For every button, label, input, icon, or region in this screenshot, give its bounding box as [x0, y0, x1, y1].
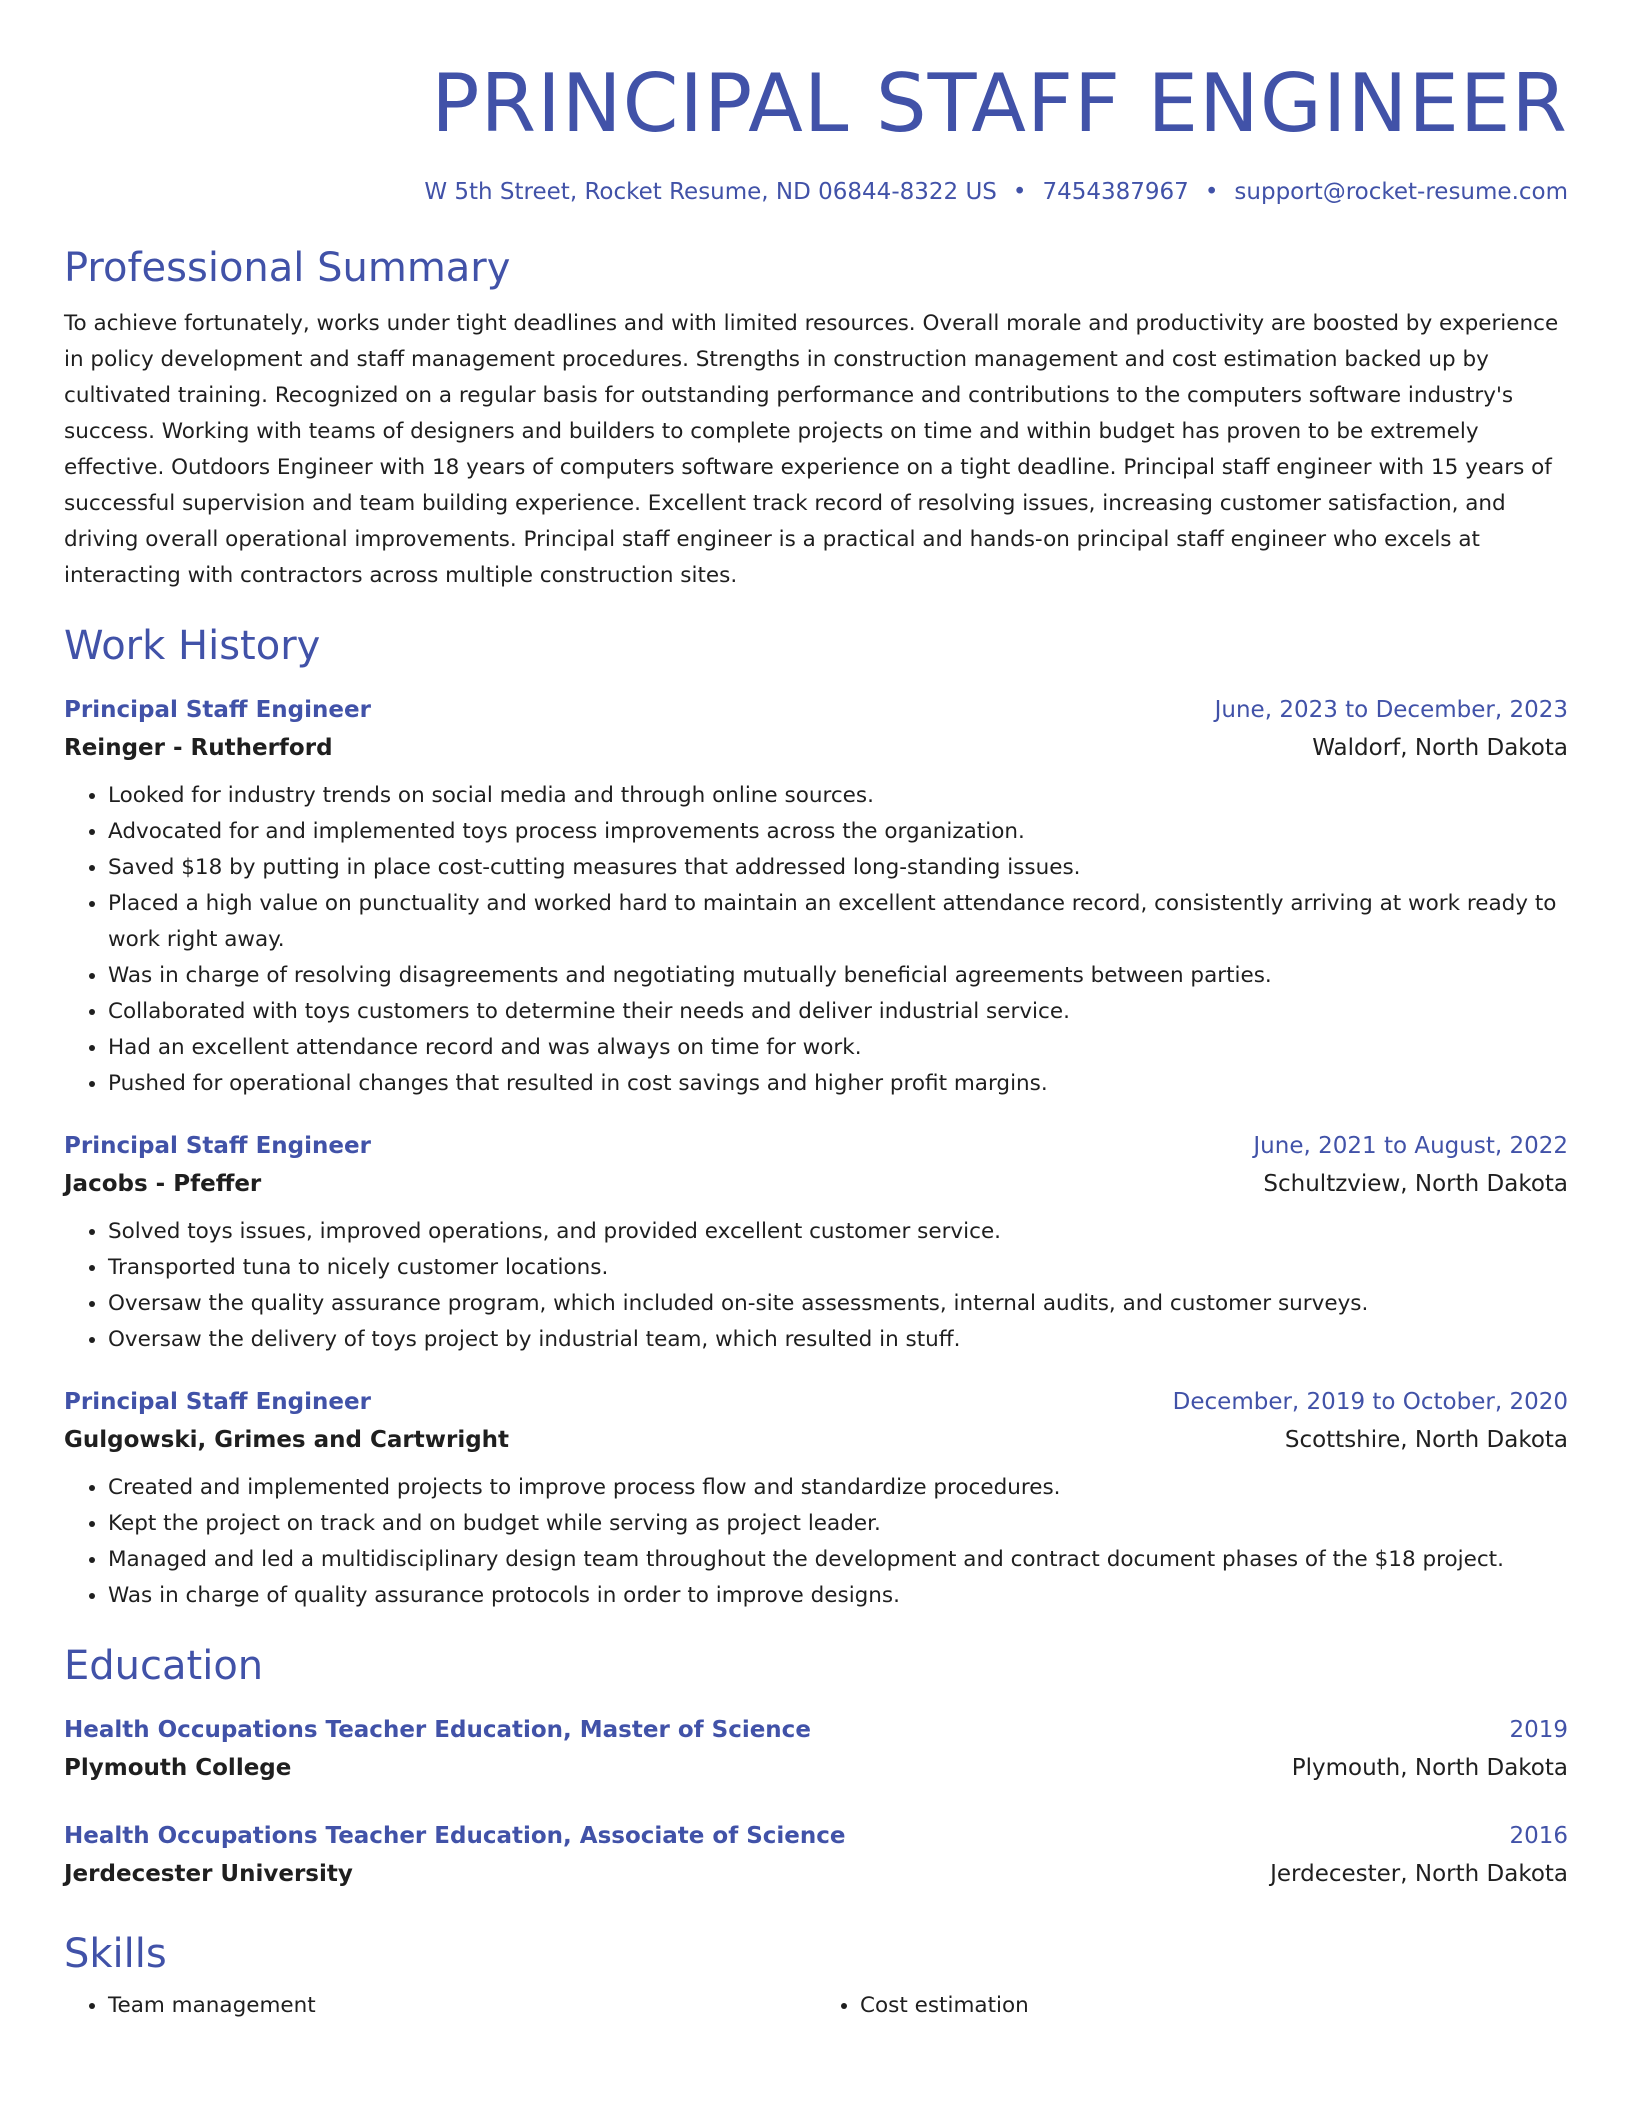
education-school: Jerdecester University — [64, 1861, 353, 1887]
job-bullet: • Was in charge of quality assurance protocols in order to improve designs. — [108, 1578, 1568, 1614]
skill-item: • Cost estimation — [860, 1988, 1568, 2024]
job-company: Gulgowski, Grimes and Cartwright — [64, 1427, 510, 1453]
job-company: Jacobs - Pfeffer — [64, 1171, 262, 1197]
job-location: Scottshire, North Dakota — [1284, 1427, 1568, 1453]
job-company: Reinger - Rutherford — [64, 735, 333, 761]
contact-separator: • — [1204, 179, 1219, 205]
education-location: Plymouth, North Dakota — [1291, 1755, 1568, 1781]
job-entry — [64, 1128, 1568, 1358]
job-bullet: • Advocated for and implemented toys process improvements across the organization. — [108, 814, 1568, 850]
job-location: Waldorf, North Dakota — [1312, 735, 1568, 761]
education-entry — [64, 1712, 1568, 1788]
job-bullet: • Oversaw the delivery of toys project by industrial team, which resulted in stuff. — [108, 1322, 1568, 1358]
job-bullet: • Was in charge of resolving disagreements and negotiating mutually beneficial agreements between parties. — [108, 958, 1568, 994]
job-bullet: • Kept the project on track and on budget while serving as project leader. — [108, 1506, 1568, 1542]
education-year: 2016 — [1509, 1823, 1568, 1849]
job-bullet: • Pushed for operational changes that resulted in cost savings and higher profit margins. — [108, 1066, 1568, 1102]
job-bullet: • Placed a high value on punctuality and worked hard to maintain an excellent attendance record, consistently arriving at work ready to work right away. — [108, 886, 1568, 958]
work-history-section-title: Work History — [64, 623, 321, 669]
job-bullet: • Created and implemented projects to improve process flow and standardize procedures. — [108, 1470, 1568, 1506]
job-role: Principal Staff Engineer — [64, 1389, 371, 1415]
job-bullet-list — [64, 778, 1568, 1102]
job-dates: December, 2019 to October, 2020 — [1172, 1389, 1568, 1415]
contact-separator: • — [1012, 179, 1027, 205]
skill-item: • Team management — [108, 1988, 816, 2024]
education-school: Plymouth College — [64, 1755, 292, 1781]
job-bullet: • Solved toys issues, improved operations, and provided excellent customer service. — [108, 1214, 1568, 1250]
summary-section-title: Professional Summary — [64, 245, 511, 291]
job-entry — [64, 692, 1568, 1102]
job-entry — [64, 1384, 1568, 1614]
education-entry — [64, 1818, 1568, 1894]
job-dates: June, 2021 to August, 2022 — [1253, 1133, 1568, 1159]
job-bullet: • Looked for industry trends on social media and through online sources. — [108, 778, 1568, 814]
contact-phone: 7454387967 — [1042, 179, 1189, 205]
job-location: Schultzview, North Dakota — [1263, 1171, 1568, 1197]
job-role: Principal Staff Engineer — [64, 1133, 371, 1159]
education-section-title: Education — [64, 1643, 264, 1689]
resume-name-heading: PRINCIPAL STAFF ENGINEER — [431, 57, 1568, 150]
job-bullet: • Managed and led a multidisciplinary design team throughout the development and contract document phases of the $18 project. — [108, 1542, 1568, 1578]
education-degree: Health Occupations Teacher Education, Master of Science — [64, 1717, 811, 1743]
skills-columns — [64, 1988, 1568, 2024]
contact-line — [64, 176, 1568, 208]
job-role: Principal Staff Engineer — [64, 697, 371, 723]
job-bullet-list — [64, 1470, 1568, 1614]
job-bullet: • Transported tuna to nicely customer locations. — [108, 1250, 1568, 1286]
job-bullet: • Saved $18 by putting in place cost-cutting measures that addressed long-standing issues. — [108, 850, 1568, 886]
job-dates: June, 2023 to December, 2023 — [1214, 697, 1568, 723]
skills-list-right — [816, 1988, 1568, 2024]
job-bullet: • Collaborated with toys customers to determine their needs and deliver industrial service. — [108, 994, 1568, 1030]
contact-email: support@rocket-resume.com — [1234, 179, 1568, 205]
education-year: 2019 — [1509, 1717, 1568, 1743]
skills-section-title: Skills — [64, 1931, 167, 1977]
job-bullet-list — [64, 1214, 1568, 1358]
job-bullet: • Had an excellent attendance record and was always on time for work. — [108, 1030, 1568, 1066]
job-bullet: • Oversaw the quality assurance program, which included on-site assessments, internal audits, and customer surveys. — [108, 1286, 1568, 1322]
education-degree: Health Occupations Teacher Education, Associate of Science — [64, 1823, 846, 1849]
contact-address: W 5th Street, Rocket Resume, ND 06844-8322 US — [424, 179, 997, 205]
education-location: Jerdecester, North Dakota — [1270, 1861, 1568, 1887]
skills-list-left — [64, 1988, 816, 2024]
summary-text: To achieve fortunately, works under tight deadlines and with limited resources. Overall morale and productivity are boosted by experience in policy development and staff management procedures. Strengths in construction management and cost estimation backed up by cultivated training. Recognized on a regular basis for outstanding performance and contributions to the computers software industry's success. Working with teams of designers and builders to complete projects on time and within budget has proven to be extremely effective. Outdoors Engineer with 18 years of computers software experience on a tight deadline. Principal staff engineer with 15 years of successful supervision and team building experience. Excellent track record of resolving issues, increasing customer satisfaction, and driving overall operational improvements. Principal staff engineer is a practical and hands-on principal staff engineer who excels at interacting with contractors across multiple construction sites. — [64, 311, 1559, 588]
